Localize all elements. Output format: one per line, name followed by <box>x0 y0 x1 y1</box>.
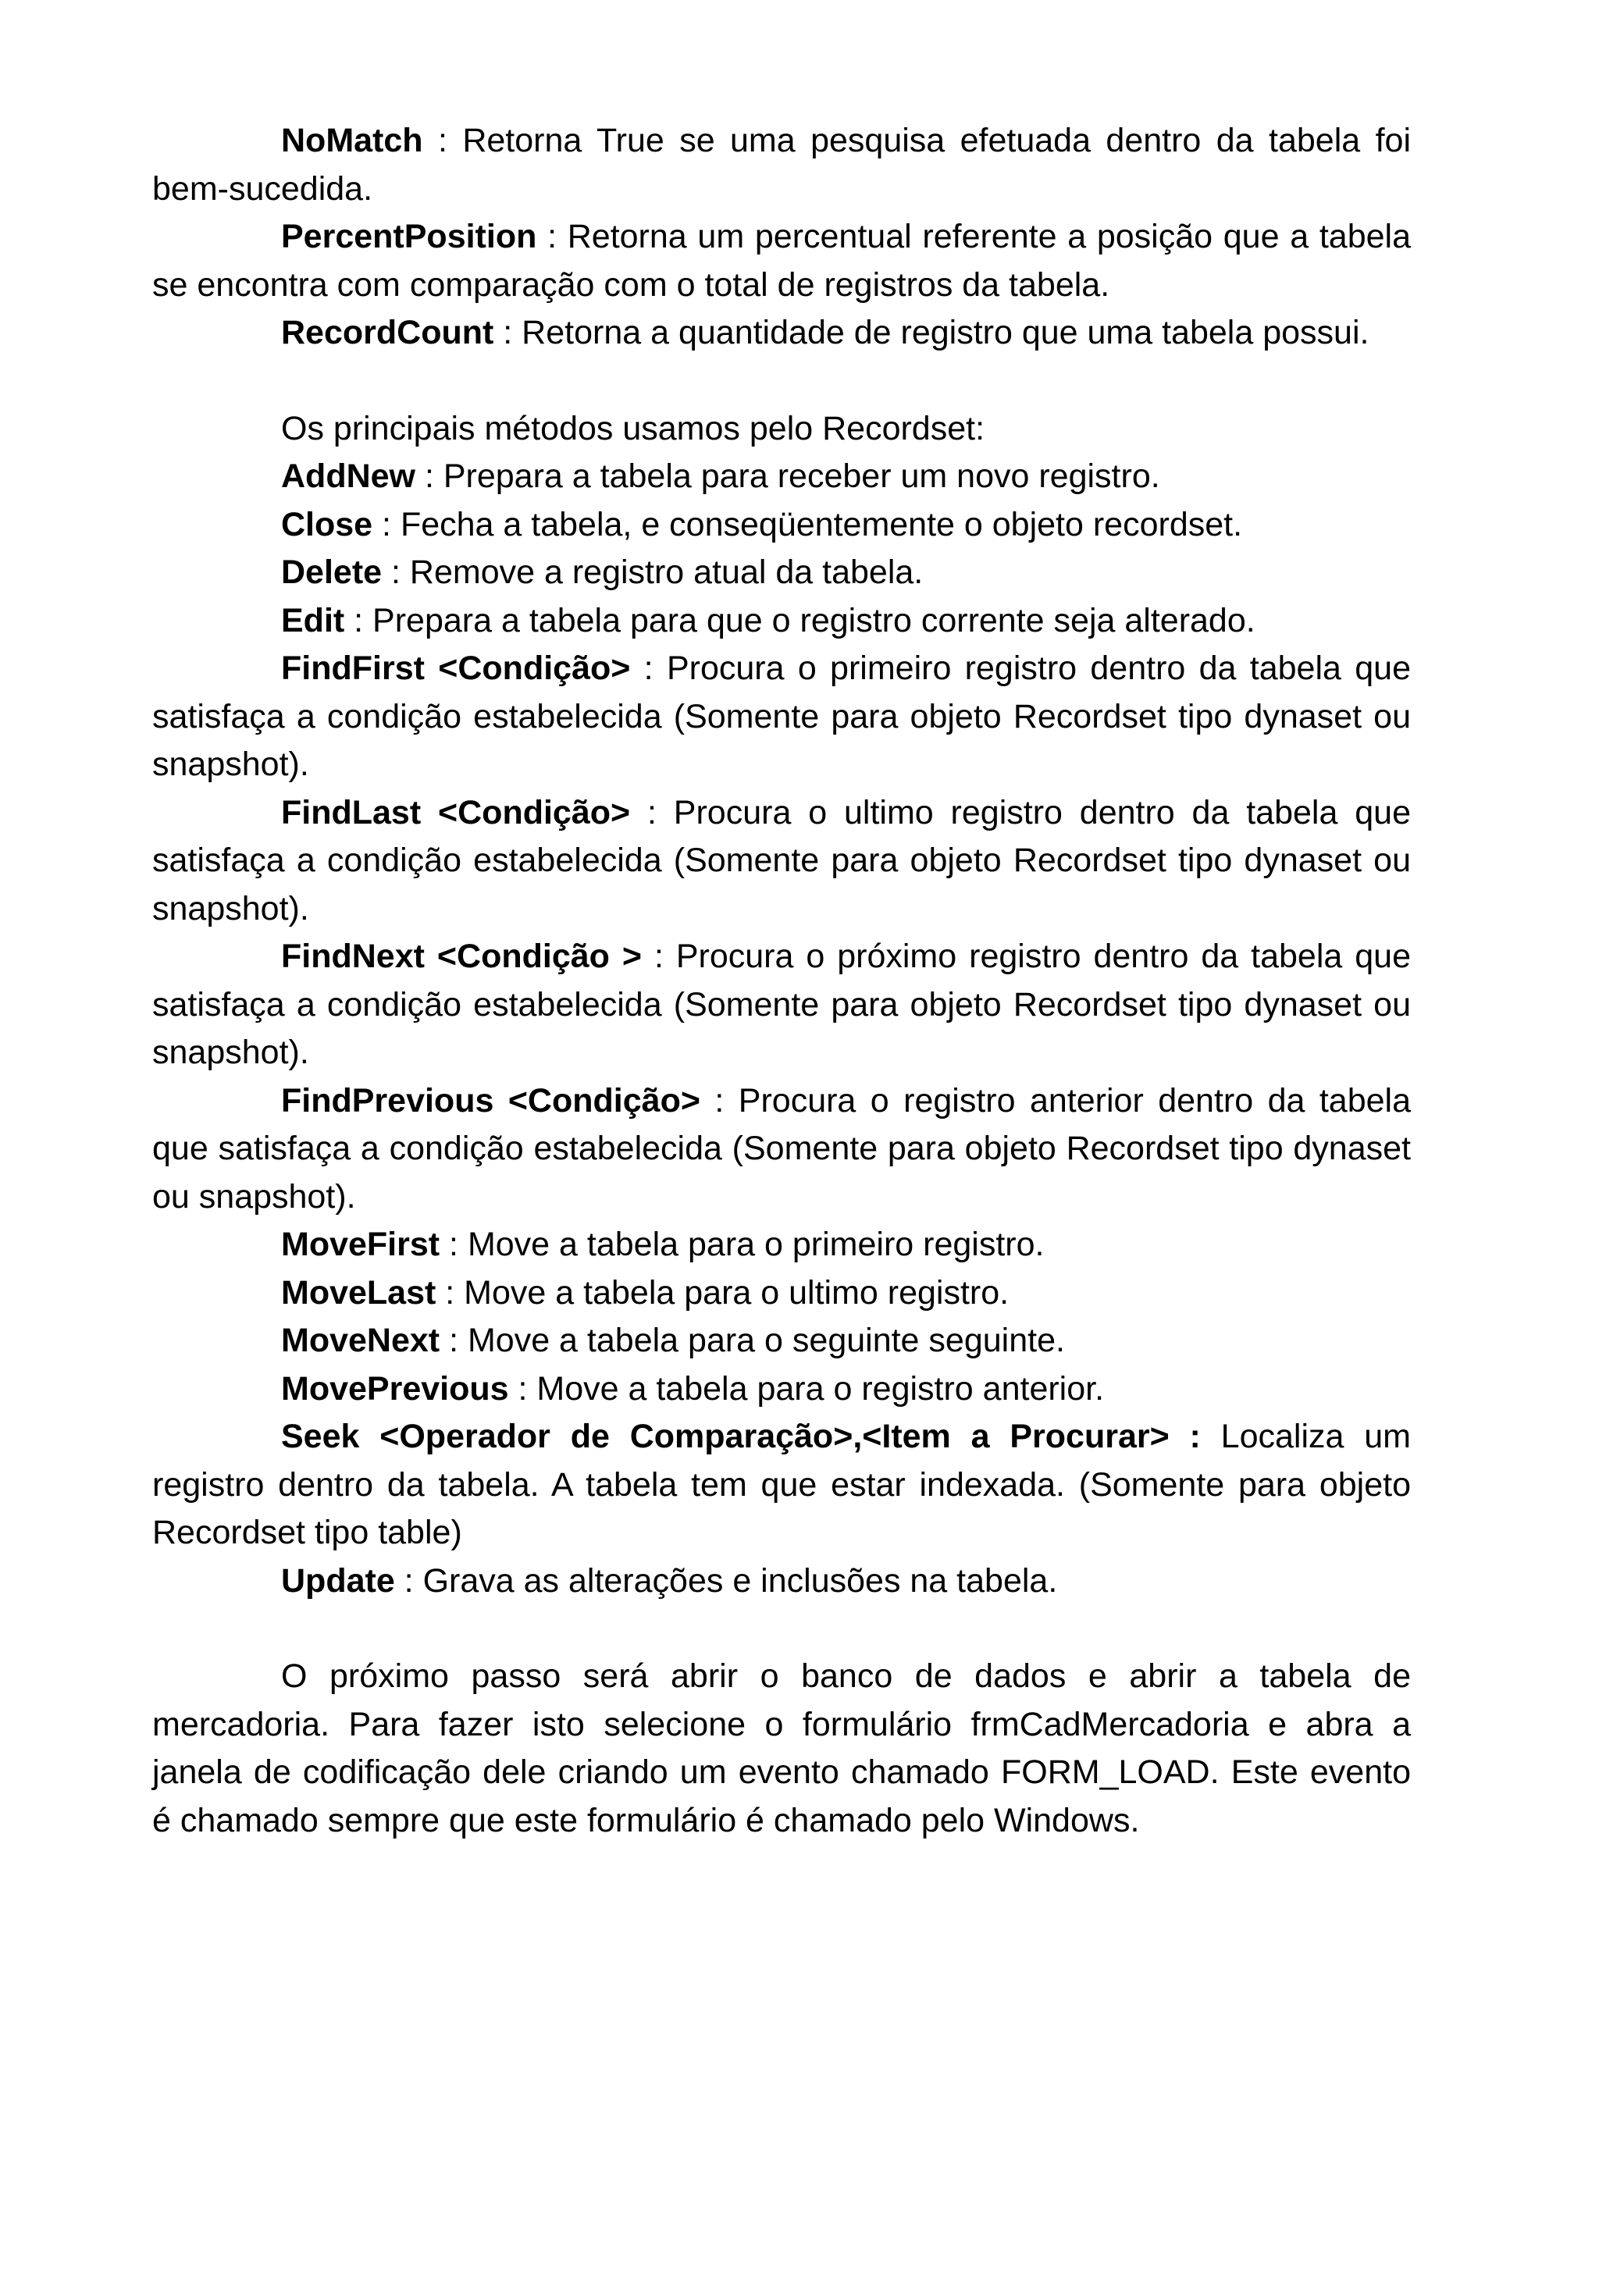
method-findfirst <box>152 645 1411 789</box>
term-description: : Move a tabela para o primeiro registro. <box>440 1226 1045 1263</box>
term-label: Edit <box>281 601 345 639</box>
term-description: : Procura o próximo registro dentro da tabela que satisfaça a condição estabelecida (Somente para objeto Recordset tipo dynaset ou snapshot). <box>152 938 1411 1071</box>
method-movenext <box>152 1317 1411 1365</box>
term-description: : Remove a registro atual da tabela. <box>382 554 924 591</box>
document-page <box>152 117 1411 1845</box>
method-seek <box>152 1413 1411 1557</box>
method-movefirst <box>152 1221 1411 1269</box>
closing-paragraph: O próximo passo será abrir o banco de dados e abrir a tabela de mercadoria. Para fazer isto selecione o formulário frmCadMercadoria e abra a janela de codificação dele criando um evento chamado FORM_LOAD. Este evento é chamado sempre que este formulário é chamado pelo Windows. <box>152 1657 1411 1839</box>
term-description: : Retorna True se uma pesquisa efetuada dentro da tabela foi bem-sucedida. <box>152 122 1411 208</box>
method-findprevious <box>152 1077 1411 1222</box>
term-label: MoveFirst <box>281 1226 440 1263</box>
method-delete <box>152 549 1411 597</box>
term-label: FindNext <Condição > <box>281 938 642 975</box>
term-description: : Retorna a quantidade de registro que uma tabela possui. <box>493 314 1369 351</box>
term-label: FindPrevious <Condição> <box>281 1081 700 1120</box>
term-description: : Grava as alterações e inclusões na tabela. <box>394 1561 1058 1600</box>
method-addnew <box>152 453 1411 501</box>
term-label: MovePrevious <box>281 1369 509 1408</box>
property-nomatch <box>152 117 1411 213</box>
term-description: : Procura o registro anterior dentro da tabela que satisfaça a condição estabelecida (Somente para objeto Recordset tipo dynaset ou snapshot). <box>152 1081 1412 1216</box>
property-recordcount <box>152 309 1411 358</box>
method-findnext <box>152 933 1411 1077</box>
term-label: PercentPosition <box>281 218 537 255</box>
property-percentposition <box>152 213 1411 309</box>
term-description: : Prepara a tabela para receber um novo registro. <box>415 457 1160 495</box>
term-label: RecordCount <box>281 314 494 351</box>
term-label: AddNew <box>281 457 415 495</box>
term-label: Delete <box>281 554 383 591</box>
term-description: : Move a tabela para o seguinte seguinte. <box>440 1322 1065 1359</box>
term-label: Update <box>281 1561 395 1600</box>
term-label: Close <box>281 505 373 543</box>
term-description: : Move a tabela para o registro anterior. <box>508 1369 1105 1408</box>
term-label: MoveNext <box>281 1322 440 1359</box>
term-label: MoveLast <box>281 1273 436 1312</box>
term-label: FindFirst <Condição> <box>281 650 631 687</box>
method-findlast <box>152 789 1411 934</box>
term-description: : Procura o primeiro registro dentro da tabela que satisfaça a condição estabelecida (Somente para objeto Recordset tipo dynaset ou snapshot). <box>152 650 1411 783</box>
term-description: : Move a tabela para o ultimo registro. <box>436 1273 1010 1312</box>
term-description: : Fecha a tabela, e conseqüentemente o objeto recordset. <box>372 505 1243 543</box>
term-description: : Retorna um percentual referente a posição que a tabela se encontra com comparação com o total de registros da tabela. <box>152 218 1411 304</box>
method-edit <box>152 597 1411 646</box>
term-description: : Procura o ultimo registro dentro da tabela que satisfaça a condição estabelecida (Somente para objeto Recordset tipo dynaset ou snapshot). <box>152 793 1411 927</box>
method-movelast <box>152 1269 1411 1318</box>
term-label: Seek <Operador de Comparação>,<Item a Procurar> : <box>281 1418 1201 1455</box>
term-description: Localiza um registro dentro da tabela. A tabela tem que estar indexada. (Somente para objeto Recordset tipo table) <box>152 1418 1411 1551</box>
term-description: : Prepara a tabela para que o registro corrente seja alterado. <box>344 601 1255 639</box>
method-moveprevious <box>152 1365 1411 1414</box>
method-update <box>152 1557 1411 1606</box>
term-label: FindLast <Condição> <box>281 793 631 831</box>
method-close <box>152 501 1411 550</box>
term-label: NoMatch <box>281 122 423 159</box>
methods-intro: Os principais métodos usamos pelo Recordset: <box>281 409 985 447</box>
